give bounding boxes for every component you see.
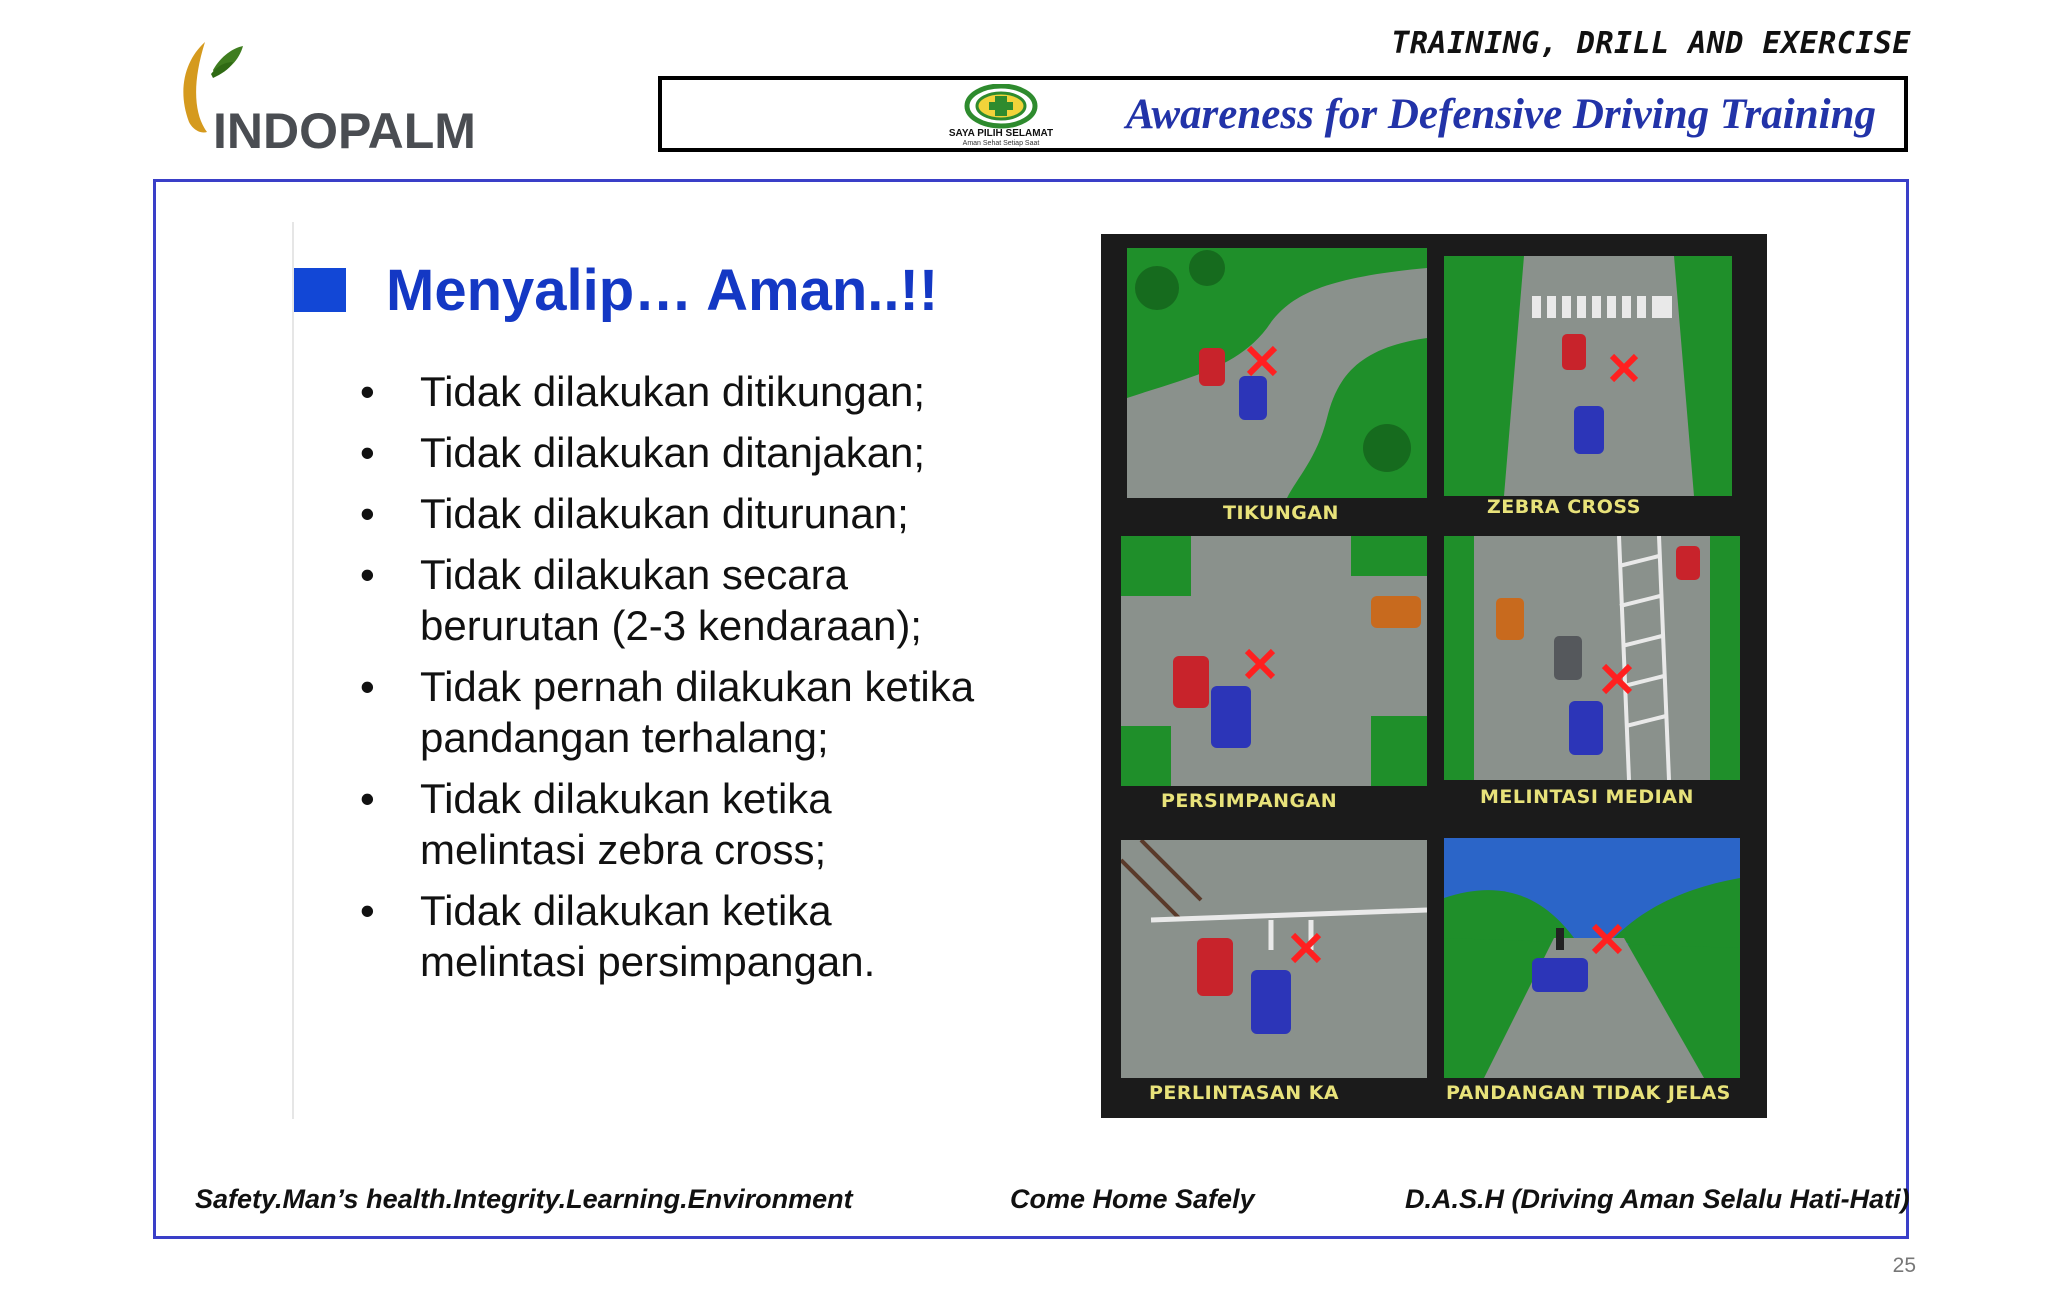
panel-pandangan-tidak-jelas <box>1444 838 1740 1078</box>
bullet-text: melintasi persimpangan. <box>420 938 876 985</box>
footer-slogan: Come Home Safely <box>1010 1184 1255 1214</box>
badge-subtitle: Aman Sehat Setiap Saat <box>962 140 1040 147</box>
indopalm-logo <box>155 30 485 170</box>
panel-label: PERSIMPANGAN <box>1161 790 1338 812</box>
bullet-text: berurutan (2-3 kendaraan); <box>420 602 922 649</box>
panel-label: MELINTASI MEDIAN <box>1480 786 1694 808</box>
bullet-dot: • <box>360 887 375 934</box>
banner-title: Awareness for Defensive Driving Training <box>1125 91 1876 138</box>
bullet-text: Tidak dilakukan ketika <box>420 887 832 934</box>
panel-label: TIKUNGAN <box>1223 502 1339 524</box>
banner-title-box <box>658 76 1908 152</box>
panel-label: ZEBRA CROSS <box>1487 496 1641 518</box>
bullet-text: Tidak dilakukan ditikungan; <box>420 368 926 415</box>
slide-heading: Menyalip… Aman..!! <box>386 258 939 323</box>
panel-zebra-cross <box>1444 256 1732 496</box>
bullet-text: Tidak dilakukan diturunan; <box>420 490 909 537</box>
logo-text: INDOPALM <box>213 103 476 159</box>
bullet-item <box>360 366 1100 417</box>
panel-perlintasan-ka <box>1121 840 1427 1078</box>
bullet-text: Tidak dilakukan ketika <box>420 775 832 822</box>
bullet-dot: • <box>360 368 375 415</box>
heading-marker <box>294 268 346 312</box>
panel-label: PANDANGAN TIDAK JELAS <box>1446 1082 1731 1104</box>
median-illustration <box>1444 536 1740 780</box>
bullet-item <box>360 661 1100 763</box>
bullet-dot: • <box>360 490 375 537</box>
bullet-dot: • <box>360 429 375 476</box>
footer-values: Safety.Man’s health.Integrity.Learning.Environment <box>195 1184 853 1214</box>
overtaking-illustrations <box>1101 234 1767 1118</box>
panel-label: PERLINTASAN KA <box>1149 1082 1340 1104</box>
zebra-cross-illustration <box>1444 256 1732 496</box>
panel-melintasi-median <box>1444 536 1740 780</box>
blocked-view-illustration <box>1444 838 1740 1078</box>
divider-line <box>292 222 294 1119</box>
intersection-illustration <box>1121 536 1427 786</box>
bullet-item <box>360 427 1100 478</box>
railway-crossing-illustration <box>1121 840 1427 1078</box>
page-number: 25 <box>1892 1254 1916 1277</box>
bullet-text: melintasi zebra cross; <box>420 826 827 873</box>
bullet-dot: • <box>360 775 375 822</box>
bullet-dot: • <box>360 663 375 710</box>
bullet-text: Tidak dilakukan ditanjakan; <box>420 429 926 476</box>
bullet-text: Tidak pernah dilakukan ketika <box>420 663 975 710</box>
bullet-dot: • <box>360 551 375 598</box>
bullet-list <box>360 366 1100 997</box>
panel-tikungan <box>1127 248 1427 498</box>
curve-road-illustration <box>1127 248 1427 498</box>
safety-cross-icon <box>942 84 1060 130</box>
bullet-text: pandangan terhalang; <box>420 714 829 761</box>
bullet-item <box>360 488 1100 539</box>
badge-title: SAYA PILIH SELAMAT <box>948 128 1054 139</box>
bullet-item <box>360 885 1100 987</box>
bullet-item <box>360 773 1100 875</box>
section-category: TRAINING, DRILL AND EXERCISE <box>1391 26 1911 61</box>
bullet-item <box>360 549 1100 651</box>
footer-dash: D.A.S.H (Driving Aman Selalu Hati-Hati) <box>1405 1184 1910 1214</box>
panel-persimpangan <box>1121 536 1427 786</box>
safety-badge <box>942 84 1060 150</box>
bullet-text: Tidak dilakukan secara <box>420 551 848 598</box>
